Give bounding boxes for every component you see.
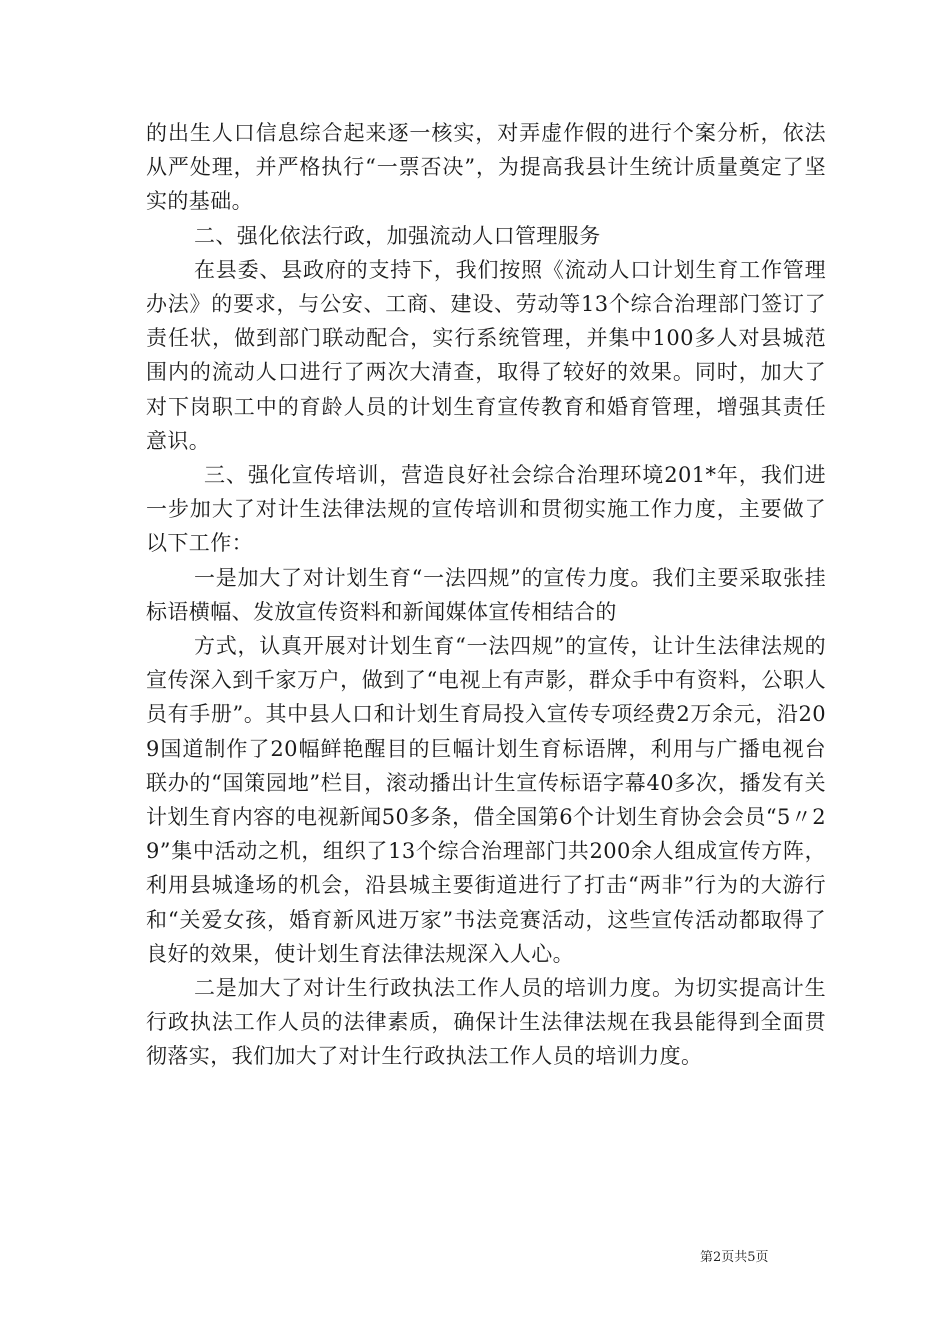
- paragraph-publicity-2: 方式，认真开展对计划生育“一法四规”的宣传，让计生法律法规的宣传深入到千家万户，做到了“电视上有声影，群众手中有资料，公职人员有手册”。其中县人口和计划生育局投入宣传专项经费2万余元，沿209国道制作了20幅鲜艳醒目的巨幅计划生育标语牌，利用与广播电视台联办的“国策园地”栏目，滚动播出计生宣传标语字幕40多次，播发有关计划生育内容的电视新闻50多条，借全国第6个计划生育协会会员“5〃29”集中活动之机，组织了13个综合治理部门共200余人组成宣传方阵，利用县城逢场的机会，沿县城主要街道进行了打击“两非”行为的大游行和“关爱女孩，婚育新风进万家”书法竞赛活动，这些宣传活动都取得了良好的效果，使计划生育法律法规深入人心。: [146, 634, 826, 966]
- paragraph-continuation: 的出生人口信息综合起来逐一核实，对弄虚作假的进行个案分析，依法从严处理，并严格执行“一票否决”，为提高我县计生统计质量奠定了坚实的基础。: [146, 121, 826, 214]
- page-number-footer: 第2页共5页: [700, 1250, 769, 1265]
- section-heading-3: 三、强化宣传培训，营造良好社会综合治理环境201*年，我们进一步加大了对计生法律法规的宣传培训和贯彻实施工作力度，主要做了以下工作：: [146, 463, 826, 556]
- document-body: [146, 116, 826, 1074]
- paragraph-publicity-1: 一是加大了对计划生育“一法四规”的宣传力度。我们主要采取张挂标语横幅、发放宣传资料和新闻媒体宣传相结合的: [146, 565, 826, 624]
- paragraph-training: 二是加大了对计生行政执法工作人员的培训力度。为切实提高计生行政执法工作人员的法律素质，确保计生法律法规在我县能得到全面贯彻落实，我们加大了对计生行政执法工作人员的培训力度。: [146, 976, 826, 1069]
- paragraph-migrant-management: 在县委、县政府的支持下，我们按照《流动人口计划生育工作管理办法》的要求，与公安、工商、建设、劳动等13个综合治理部门签订了责任状，做到部门联动配合，实行系统管理，并集中100多人对县城范围内的流动人口进行了两次大清查，取得了较好的效果。同时，加大了对下岗职工中的育龄人员的计划生育宣传教育和婚育管理，增强其责任意识。: [146, 257, 826, 453]
- section-heading-2: 二、强化依法行政，加强流动人口管理服务: [194, 223, 601, 248]
